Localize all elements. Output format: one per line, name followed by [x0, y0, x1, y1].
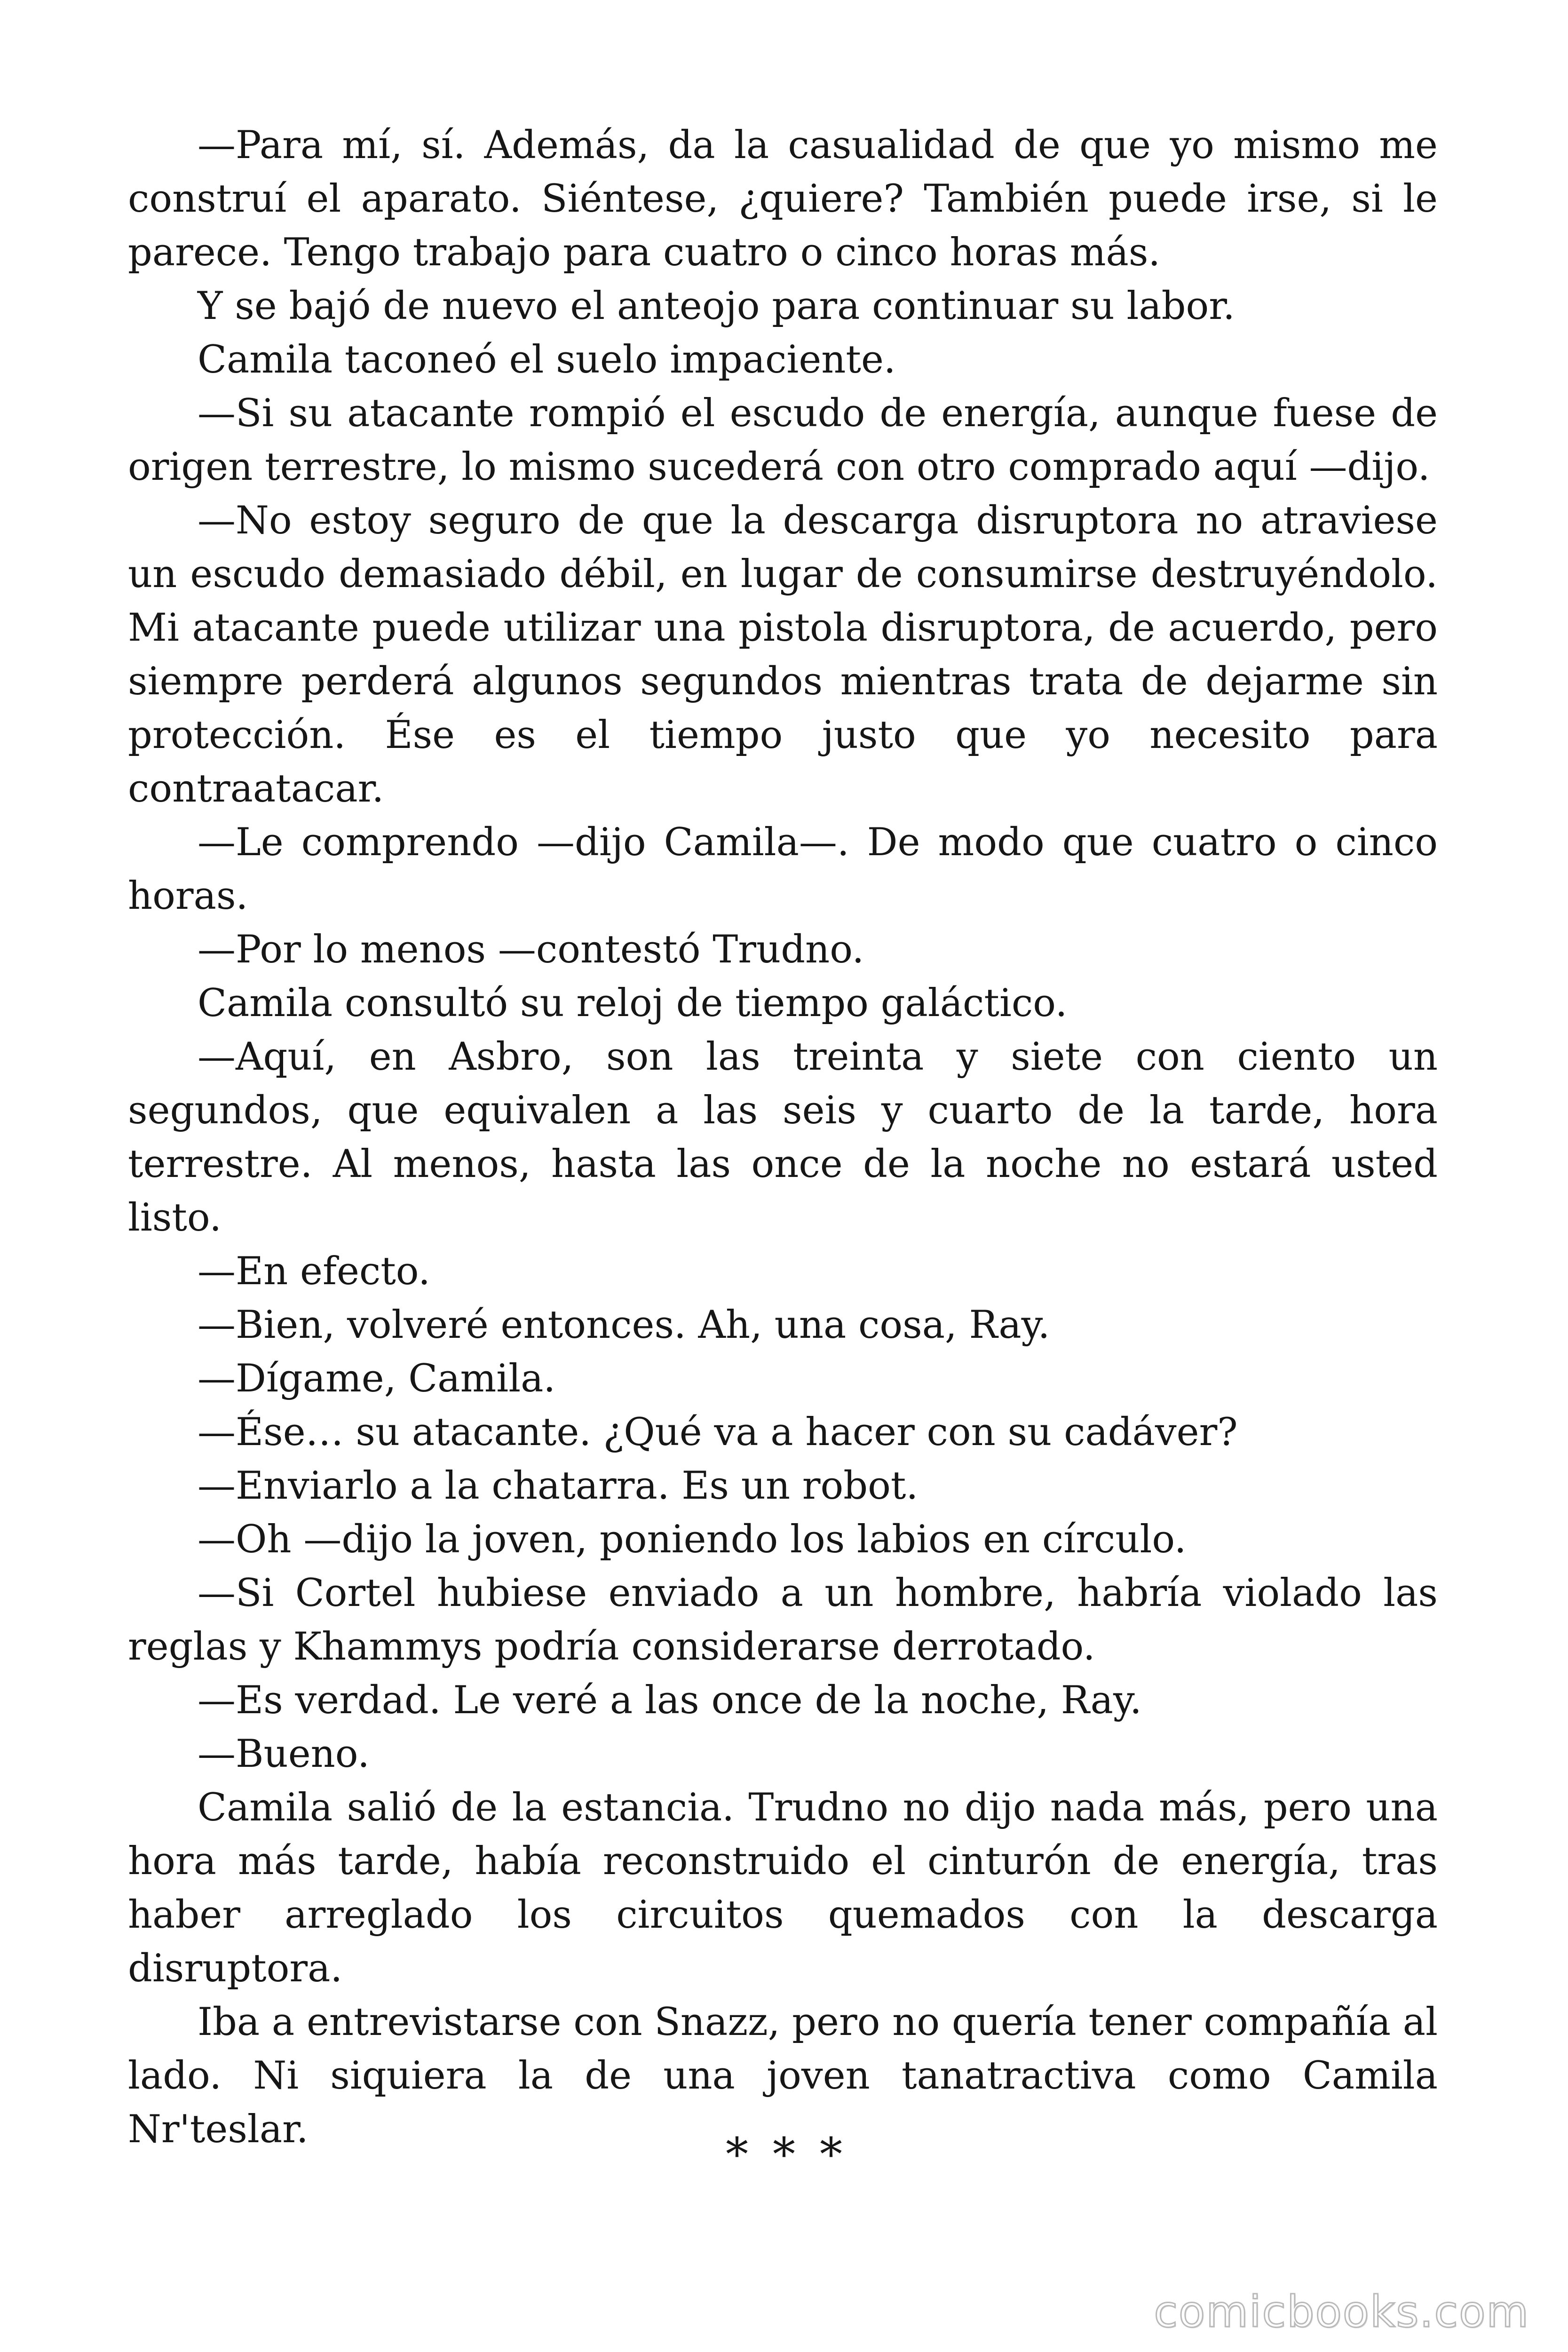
paragraph: —Enviarlo a la chatarra. Es un robot. [198, 1464, 919, 1508]
paragraph: Y se bajó de nuevo el anteojo para continuar su labor. [198, 284, 1235, 328]
paragraph: Iba a entrevistarse con Snazz, pero no quería tener compañía al lado. Ni siquiera la de una joven tanatractiva como Camila Nr'teslar. [128, 2000, 1438, 2152]
asterisk-mark: * [820, 2128, 842, 2181]
paragraph: Camila consultó su reloj de tiempo galáctico. [198, 981, 1068, 1025]
paragraph: Camila taconeó el suelo impaciente. [198, 338, 896, 382]
paragraph: —En efecto. [198, 1249, 430, 1294]
paragraph: Camila salió de la estancia. Trudno no dijo nada más, pero una hora más tarde, había reconstruido el cinturón de energía, tras haber arreglado los circuitos quemados con la descarga disruptora. [128, 1786, 1438, 1991]
paragraph: —Aquí, en Asbro, son las treinta y siete con ciento un segundos, que equivalen a las seis y cuarto de la tarde, hora terrestre. Al menos, hasta las once de la noche no estará usted listo. [128, 1035, 1438, 1240]
asterisk-mark: * [726, 2128, 748, 2181]
asterisk-mark: * [773, 2128, 795, 2181]
watermark: comicbooks.com [1154, 2287, 1529, 2337]
paragraph: —Bien, volveré entonces. Ah, una cosa, Ray. [198, 1303, 1050, 1347]
paragraph: —Por lo menos —contestó Trudno. [198, 928, 864, 972]
body-text [128, 119, 1438, 2156]
paragraph: —Le comprendo —dijo Camila—. De modo que cuatro o cinco horas. [128, 820, 1438, 918]
paragraph: —Si Cortel hubiese enviado a un hombre, habría violado las reglas y Khammys podría considerarse derrotado. [128, 1571, 1438, 1669]
paragraph: —Es verdad. Le veré a las once de la noche, Ray. [198, 1678, 1142, 1723]
paragraph: —No estoy seguro de que la descarga disruptora no atraviese un escudo demasiado débil, en lugar de consumirse destruyéndolo. Mi atacante puede utilizar una pistola disruptora, de acuerdo, pero siempre perderá algunos segundos mientras trata de dejarme sin protección. Ése es el tiempo justo que yo necesito para contraatacar. [128, 499, 1438, 811]
paragraph: —Bueno. [198, 1732, 370, 1776]
paragraph: —Dígame, Camila. [198, 1357, 556, 1401]
paragraph: —Para mí, sí. Además, da la casualidad de que yo mismo me construí el aparato. Siéntese, ¿quiere? También puede irse, si le parece. Tengo trabajo para cuatro o cinco horas más. [128, 123, 1438, 275]
paragraph: —Si su atacante rompió el escudo de energía, aunque fuese de origen terrestre, lo mismo sucederá con otro comprado aquí —dijo. [128, 391, 1438, 489]
section-separator [0, 2126, 1568, 2183]
paragraph: —Oh —dijo la joven, poniendo los labios en círculo. [198, 1518, 1187, 1562]
paragraph: —Ése… su atacante. ¿Qué va a hacer con su cadáver? [198, 1410, 1238, 1454]
